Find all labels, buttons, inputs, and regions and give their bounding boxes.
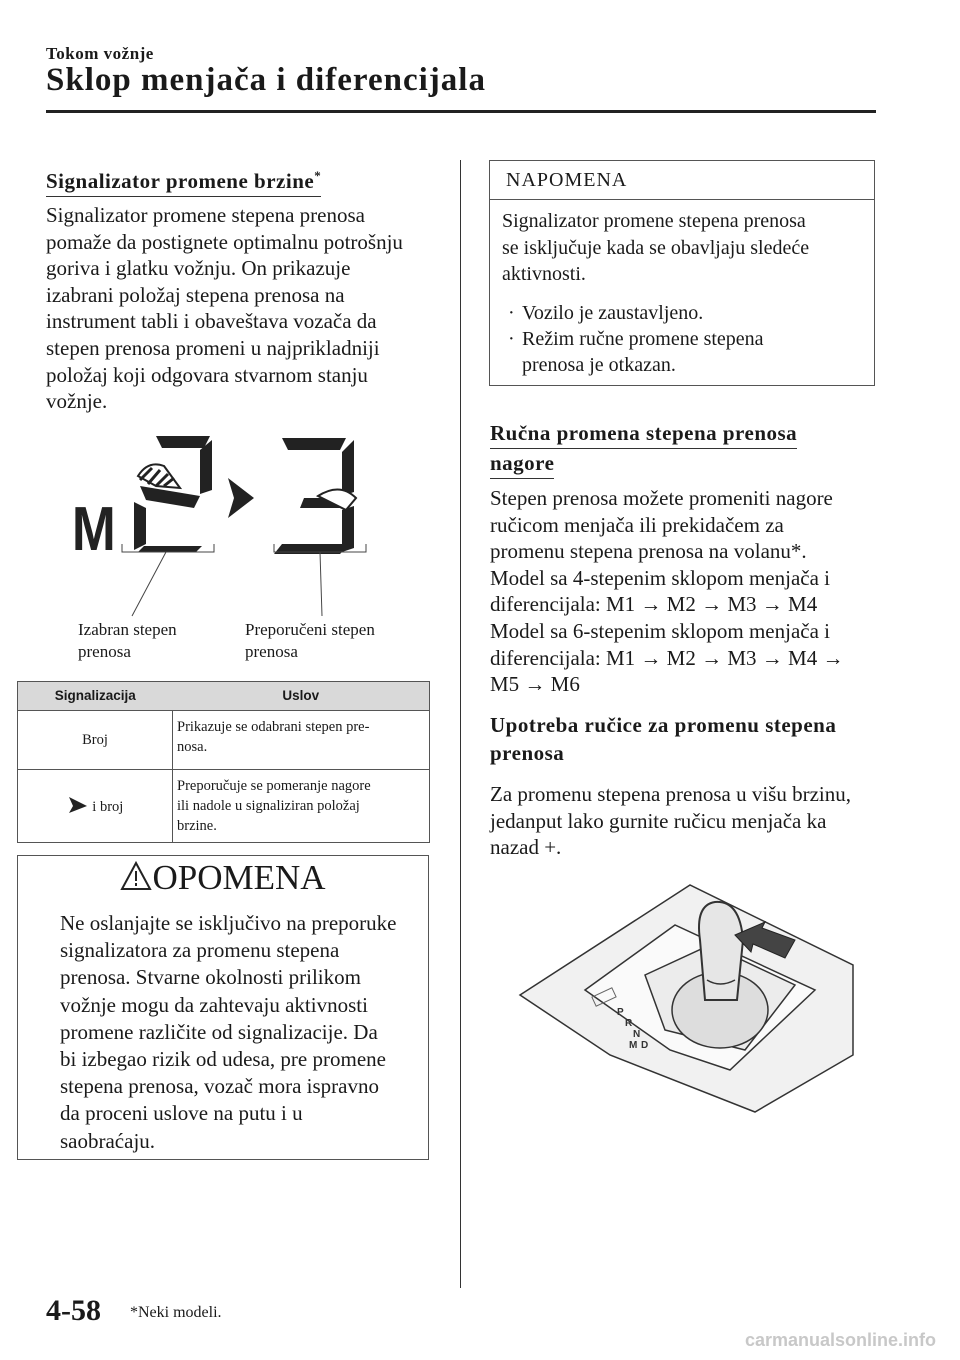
text-line: signalizatora za promenu stepena [60,938,340,963]
bullet-text: Vozilo je zaustavljeno. [522,302,704,324]
text-line: bi izbegao rizik od udesa, pre promene [60,1047,386,1072]
text-line: jedanput lako gurnite ručicu menjača ka [490,808,827,833]
gate-letter-n: N [633,1029,641,1040]
mode-letter-m: M [71,495,116,565]
column-header-signal: Signalizacija [18,682,173,711]
table-cell-condition [173,770,430,843]
cell-line: Prikazuje se odabrani stepen pre- [177,719,370,735]
text-line: prenosa. Stvarne okolnosti prilikom [60,965,361,990]
list-item [508,300,764,326]
text-line: Model sa 6-stepenim sklopom menjača i [490,618,831,643]
warning-title [17,858,429,898]
text-line: pomaže da postignete optimalnu potrošnju [46,229,403,254]
signal-text: i broj [92,799,124,815]
note-bullet-list [508,300,764,378]
leader-line-left [132,552,166,616]
gate-letter-r: R [625,1018,633,1029]
column-header-condition: Uslov [173,682,430,711]
text-line: Stepen prenosa možete promeniti nagore [490,486,833,510]
cell-line: brzine. [177,818,217,834]
text-line: Signalizator promene stepena prenosa [502,210,806,232]
cell-line: Preporučuje se pomeranje nagore [177,778,371,794]
gate-letter-p: P [617,1007,624,1018]
page-title: Sklop menjača i diferencijala [46,62,486,98]
text-line: Model sa 4-stepenim sklopom menjača i [490,565,831,590]
arrow-icon [67,795,89,813]
bullet-dot-icon: · [508,328,515,350]
bullet-dot-icon: · [508,302,515,324]
text-line: vožnje mogu da zahtevaju aktivnosti [60,992,368,1017]
table-cell-signal [18,770,173,843]
note-title: NAPOMENA [506,169,628,191]
label-recommended-gear [245,619,375,663]
text-line: diferencijala: M1 → M2 → M3 → M4 [490,592,818,617]
upshift-paragraph [490,485,880,698]
warning-triangle-icon [120,861,152,891]
table-header-row [18,682,430,711]
text-line: diferencijala: M1 → M2 → M3 → M4 → [490,645,844,670]
label-line: Preporučeni stepen [245,620,375,639]
title-rule [46,110,876,113]
lever-paragraph [490,781,880,861]
warning-title-text: OPOMENA [152,858,326,897]
recommend-arrow-icon [228,478,254,518]
table-row [18,770,430,843]
watermark: carmanualsonline.info [744,1330,936,1350]
label-line: prenosa [245,642,298,661]
heading-line: Ručna promena stepena prenosa [490,419,797,449]
signal-table [17,681,430,843]
heading-text: Signalizator promene brzine [46,169,315,193]
text-line: izabrani položaj stepena prenosa na [46,282,345,307]
text-line: goriva i glatku vožnju. On prikazuje [46,256,351,281]
list-item [508,326,764,378]
text-line: položaj koji odgovara stvarnom stanju [46,362,368,387]
note-text [502,208,872,288]
text-line: Ne oslanjajte se isključivo na preporuke [60,911,397,935]
label-line: Izabran stepen [78,620,177,639]
section-label: Tokom vožnje [46,44,154,63]
leader-line-right [320,552,322,616]
asterisk-mark: * [314,168,322,183]
text-line: da proceni uslove na putu i u [60,1101,303,1126]
text-line: promenu stepena prenosa na volanu*. [490,539,807,564]
gate-letter-m: M [629,1040,638,1051]
intro-paragraph [46,202,446,415]
footnote: *Neki modeli. [130,1304,222,1321]
shift-lever-illustration [515,880,860,1115]
text-line: nazad +. [490,835,562,860]
section-heading-signalizator [46,162,321,197]
current-gear-digit [134,436,212,552]
text-line: ručicom menjača ili prekidačem za [490,512,784,537]
table-cell-signal: Broj [18,711,173,770]
table-cell-condition [173,711,430,770]
text-line: Za promenu stepena prenosa u višu brzinu, [490,782,851,806]
text-line: se isključuje kada se obavljaju sledeće [502,236,810,259]
heading-line: nagore [490,449,554,479]
bullet-text: prenosa je otkazan. [522,354,676,376]
text-line: aktivnosti. [502,263,586,285]
subheading-line: Upotreba ručice za promenu stepena [490,713,837,737]
section-heading-manual-upshift [490,419,797,479]
recommended-gear-digit [274,438,356,554]
text-line: stepen prenosa promeni u najprikladniji [46,335,380,360]
text-line: vožnje. [46,389,108,414]
text-line: instrument tabli i obaveštava vozača da [46,309,377,334]
cell-line: ili nadole u signaliziran položaj [177,798,360,814]
table-row [18,711,430,770]
text-line: promene različite od signalizacije. Da [60,1019,378,1044]
column-divider [460,160,461,1288]
text-line: Signalizator promene stepena prenosa [46,203,365,227]
label-line: prenosa [78,642,131,661]
subheading-lever-use [490,711,836,767]
warning-text [60,910,424,1155]
text-line: saobraćaju. [60,1128,156,1153]
cell-line: nosa. [177,739,208,755]
bullet-text: Režim ručne promene stepena [522,328,764,350]
gate-letter-d: D [641,1040,649,1051]
text-line: stepena prenosa, vozač mora ispravno [60,1074,379,1099]
subheading-line: prenosa [490,741,565,765]
label-selected-gear [78,619,177,663]
page-number: 4-58 [46,1294,101,1327]
text-line: M5 → M6 [490,672,580,697]
